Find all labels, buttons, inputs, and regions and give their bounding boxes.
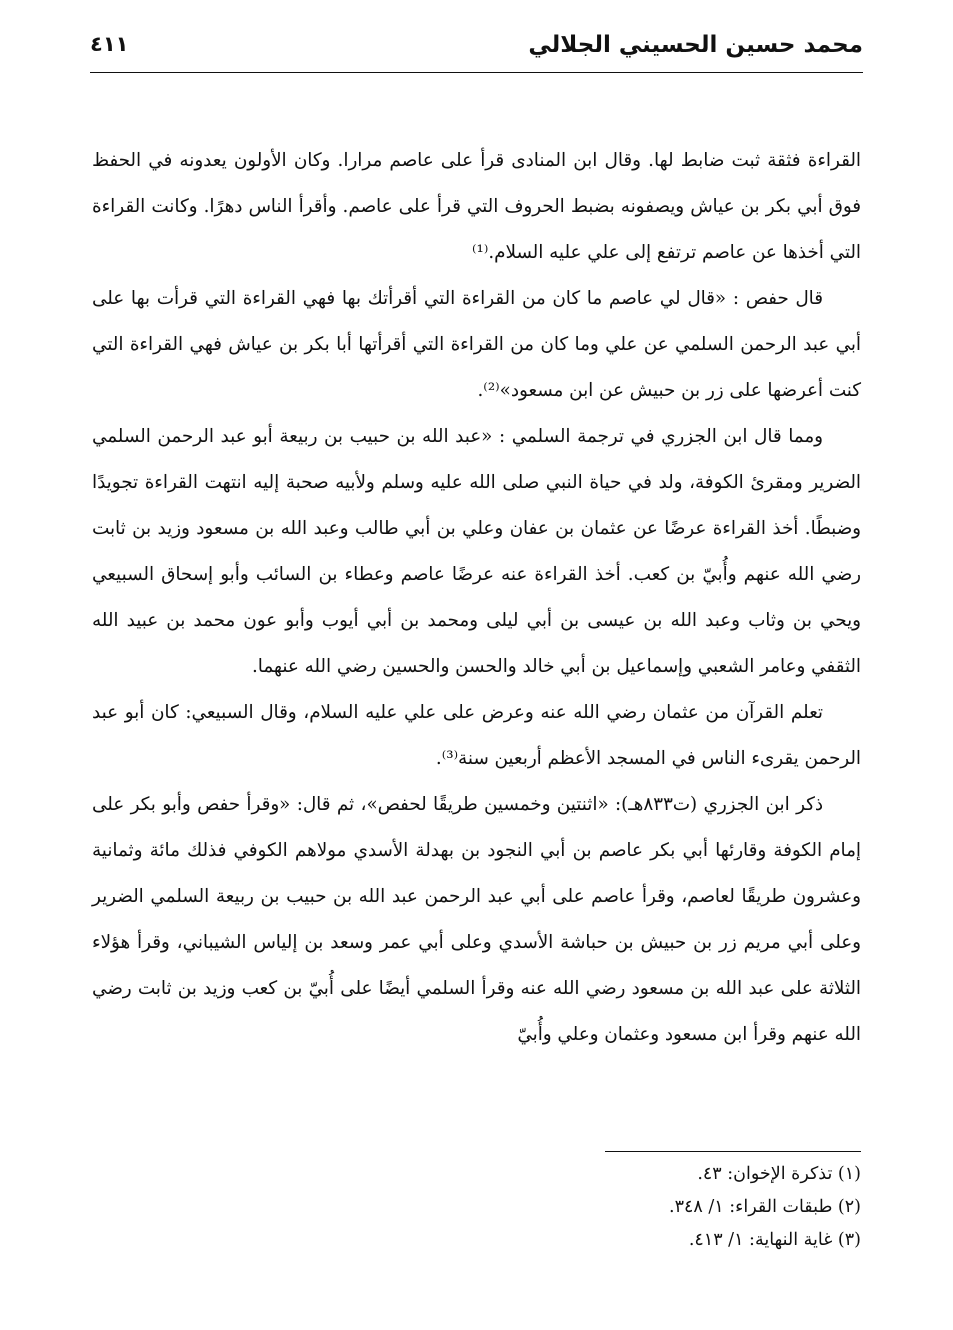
paragraph: ذكر ابن الجزري (ت٨٣٣هـ): «اثنتين وخمسين طريقًا لحفص»، ثم قال: «وقرأ حفص وأبو بكر على إمام الكوفة وقارئها أبي بكر عاصم بن أبي النجود بن بهدلة الأسدي مولاهم الكوفي فذلك مائة وثمانية وعشرون طريقًا لعاصم، وقرأ عاصم على أبي عبد الرحمن عبد الله بن حبيب بن ربيعة السلمي الضرير وعلى أبي مريم زر بن حبيش بن حباشة الأسدي وعلى أبي عمر وسعد بن إلياس الشيباني، وقرأ هؤلاء الثلاثة على عبد الله بن مسعود رضي الله عنه وقرأ السلمي أيضًا على أُبيّ بن كعب وزيد بن ثابت رضي الله عنهم وقرأ ابن مسعود وعثمان وعلي وأُبيّ <box>92 794 861 1045</box>
running-title: محمد حسين الحسيني الجلالي <box>528 32 863 58</box>
body-text <box>92 138 861 1058</box>
paragraph: تعلم القرآن من عثمان رضي الله عنه وعرض على علي عليه السلام، وقال السبيعي: كان أبو عبد الرحمن يقرىء الناس في المسجد الأعظم أربعين سنة⁽³⁾. <box>92 702 861 769</box>
paragraph: القراءة فثقة ثبت ضابط لها. وقال ابن المنادى قرأ على عاصم مرارا. وكان الأولون يعدونه في الحفظ فوق أبي بكر بن عياش ويصفونه بضبط الحروف التي قرأ على عاصم. وأقرأ الناس دهرًا. وكانت القراءة التي أخذها عن عاصم ترتفع إلى علي عليه السلام.⁽¹⁾ <box>92 150 861 263</box>
paragraph: ومما قال ابن الجزري في ترجمة السلمي : «عبد الله بن حبيب بن ربيعة أبو عبد الرحمن السلمي الضرير ومقرئ الكوفة، ولد في حياة النبي صلى الله عليه وسلم ولأبيه صحبة إليه انتهت القراءة تجويدًا وضبطًا. أخذ القراءة عرضًا عن عثمان بن عفان وعلي بن أبي طالب وعبد الله بن مسعود وزيد بن ثابت رضي الله عنهم وأُبيّ بن كعب. أخذ القراءة عنه عرضًا عاصم وعطاء بن السائب وأبو إسحاق السبيعي ويحي بن وثاب وعبد الله بن عيسى بن أبي ليلى ومحمد بن أبي أيوب وأبو عون محمد بن عبيد الله الثقفي وعامر الشعبي وإسماعيل بن أبي خالد والحسن والحسين رضي الله عنهما. <box>92 426 861 677</box>
footnotes <box>461 1158 861 1257</box>
footnote-divider <box>605 1151 861 1152</box>
footnote: (٢) طبقات القراء: ١/ ٣٤٨. <box>669 1197 861 1217</box>
footnote: (٣) غاية النهاية: ١/ ٤١٣. <box>688 1230 861 1250</box>
running-header <box>90 28 863 68</box>
header-divider <box>90 72 863 73</box>
footnote: (١) تذكرة الإخوان: ٤٣. <box>697 1164 861 1184</box>
paragraph: قال حفص : «قال لي عاصم ما كان من القراءة التي أقرأتك بها فهي القراءة التي قرأت بها على أبي عبد الرحمن السلمي عن علي وما كان من القراءة التي أقرأتها أبا بكر بن عياش فهي القراءة التي كنت أعرضها على زر بن حبيش عن ابن مسعود»⁽²⁾. <box>92 288 861 401</box>
page-number: ٤١١ <box>90 32 129 56</box>
